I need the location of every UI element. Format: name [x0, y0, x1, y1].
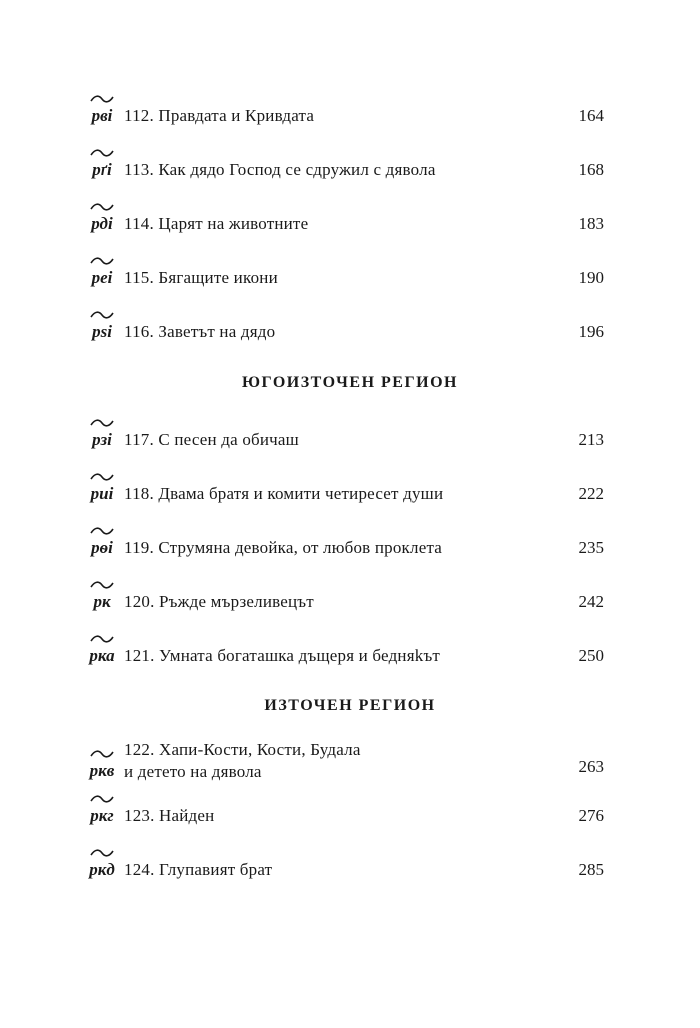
- toc-entry: [78, 318, 604, 358]
- section-heading: ИЗТОЧЕН РЕГИОН: [264, 697, 436, 714]
- titlo-mark-icon: [90, 635, 114, 643]
- numeral-marker: рзі: [78, 430, 126, 450]
- entry-title: 120. Ръжде мързеливецът: [124, 592, 314, 611]
- toc-entry: [78, 102, 604, 142]
- toc-entry: [78, 156, 604, 196]
- titlo-mark-icon: [90, 311, 114, 319]
- titlo-mark-icon: [90, 527, 114, 535]
- page-number: 263: [578, 757, 604, 776]
- entry-title: [124, 739, 361, 783]
- entry-title: 114. Царят на животните: [124, 214, 309, 233]
- toc-entry: [78, 534, 604, 574]
- numeral-marker: ркв: [78, 761, 126, 781]
- numeral-marker: риі: [78, 484, 126, 504]
- titlo-mark-icon: [90, 419, 114, 427]
- toc-entry: [78, 739, 604, 785]
- toc-entry: [78, 480, 604, 520]
- titlo-mark-icon: [90, 95, 114, 103]
- page-number: 164: [578, 106, 604, 125]
- titlo-mark-icon: [90, 149, 114, 157]
- page-number: 276: [578, 806, 604, 825]
- numeral-marker: рді: [78, 214, 126, 234]
- entry-title: 124. Глупавият брат: [124, 860, 273, 879]
- entry-title: 112. Правдата и Кривдата: [124, 106, 315, 125]
- titlo-mark-icon: [90, 795, 114, 803]
- toc-entry: [78, 856, 604, 896]
- titlo-mark-icon: [90, 473, 114, 481]
- toc-entry: [78, 588, 604, 628]
- page-number: 242: [578, 592, 604, 611]
- page-number: 168: [578, 160, 604, 179]
- page-number: 235: [578, 538, 604, 557]
- entry-title: 113. Как дядо Господ се сдружил с дявола: [124, 160, 436, 179]
- entry-title: 116. Заветът на дядо: [124, 322, 276, 341]
- numeral-marker: рsі: [78, 322, 126, 342]
- toc-entry: [78, 210, 604, 250]
- numeral-marker: ркд: [78, 860, 126, 880]
- entry-title-line-2: и детето на дявола: [124, 762, 262, 781]
- toc-entry: [78, 802, 604, 842]
- numeral-marker: реі: [78, 268, 126, 288]
- page-number: 222: [578, 484, 604, 503]
- numeral-marker: рк: [78, 592, 126, 612]
- section-heading: ЮГОИЗТОЧЕН РЕГИОН: [242, 374, 458, 391]
- toc-entry: [78, 426, 604, 466]
- page-number: 285: [578, 860, 604, 879]
- titlo-mark-icon: [90, 581, 114, 589]
- numeral-marker: рґі: [78, 160, 126, 180]
- entry-title-line-1: 122. Хапи-Кости, Кости, Будала: [124, 740, 361, 759]
- entry-title: 123. Найден: [124, 806, 215, 825]
- titlo-mark-icon: [90, 257, 114, 265]
- page-number: 183: [578, 214, 604, 233]
- numeral-marker: ркг: [78, 806, 126, 826]
- numeral-marker: рѳі: [78, 538, 126, 558]
- entry-title: 121. Умната богаташка дъщеря и бедняkът: [124, 646, 441, 665]
- page-number: 196: [578, 322, 604, 341]
- entry-title: 117. С песен да обичаш: [124, 430, 299, 449]
- toc-entry: [78, 642, 604, 682]
- numeral-marker: рка: [78, 646, 126, 666]
- page-number: 190: [578, 268, 604, 287]
- numeral-marker: рві: [78, 106, 126, 126]
- entry-title: 119. Струмяна девойка, от любов проклета: [124, 538, 443, 557]
- toc-entry: [78, 264, 604, 304]
- entry-title: 118. Двама братя и комити четиресет души: [124, 484, 444, 503]
- titlo-mark-icon: [90, 203, 114, 211]
- titlo-mark-icon: [90, 849, 114, 857]
- page-number: 250: [578, 646, 604, 665]
- titlo-mark-icon: [90, 750, 114, 758]
- page-number: 213: [578, 430, 604, 449]
- entry-title: 115. Бягащите икони: [124, 268, 278, 287]
